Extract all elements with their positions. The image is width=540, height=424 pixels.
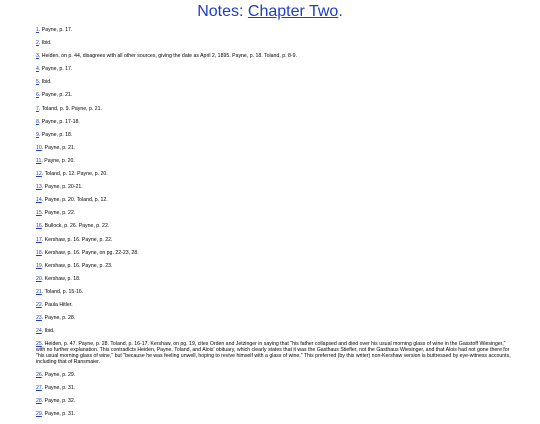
title-suffix: .: [338, 3, 343, 20]
note-number-link[interactable]: 8: [36, 118, 39, 125]
note-text: Paula Hitler.: [43, 301, 73, 308]
note-text: Kershaw, p. 16. Payne, p. 23.: [43, 262, 113, 269]
note-text: Payne, p. 20.: [42, 157, 75, 164]
note-item: [36, 411, 516, 417]
note-number-link[interactable]: 24: [36, 328, 42, 335]
note-number-link[interactable]: 22: [36, 301, 42, 308]
note-number-period: .: [38, 27, 41, 33]
note-number-link[interactable]: 19: [36, 262, 42, 269]
note-item: [36, 315, 516, 321]
note-text: Payne, p. 29.: [43, 371, 76, 378]
note-number-period: .: [41, 236, 44, 243]
note-item: [36, 210, 516, 216]
note-text: Heiden, on p. 44, disagrees with all other sources, giving the date as April 2, 1895. Payne, p. 18. Toland, p. 8-9.: [40, 53, 297, 60]
note-item: [36, 53, 516, 59]
note-number-period: .: [41, 184, 44, 191]
note-number-period: .: [41, 144, 44, 151]
note-item: [36, 66, 516, 72]
note-number-link[interactable]: 7: [36, 105, 39, 112]
note-number-link[interactable]: 20: [36, 275, 42, 282]
note-item: [36, 223, 516, 229]
note-text: Payne, p. 18.: [40, 131, 73, 138]
note-number-link[interactable]: 26: [36, 371, 42, 378]
note-item: [36, 237, 516, 243]
title-prefix: Notes:: [197, 3, 248, 20]
note-number-link[interactable]: 11: [36, 157, 42, 164]
note-number-period: .: [41, 223, 44, 230]
note-item: [36, 263, 516, 269]
note-number-period: .: [38, 92, 41, 99]
note-number-link[interactable]: 21: [36, 288, 42, 295]
note-number-period: .: [41, 262, 44, 269]
note-item: [36, 398, 516, 404]
note-number-period: .: [38, 131, 41, 138]
note-number-link[interactable]: 28: [36, 397, 42, 404]
note-item: [36, 171, 516, 177]
note-number-period: .: [41, 397, 44, 404]
note-number-link[interactable]: 2: [36, 40, 39, 47]
page-title: [0, 2, 540, 24]
note-text: Heiden, p. 47. Payne, p. 28. Toland, p. 16-17. Kershaw, on pg. 19, cites Orden and Jetzinger in saying that "his father collapsed and died over his usual morning glass of wine in the Gasstoff Wiesinger," with no further explanation. This contradicts Heiden, Payne, Toland, and Alois' obituary, which clearly states that it was the Gasthaus Stiefler, not the Gasthaus Wiesinger, and that Alois had not gone there for "his usual morning glass of wine," but "because he was feeling unwell, hoping to revive himself with a glass of wine." This preferred (by this writer) non-Kershaw version is buttressed by eye-witness accounts, including that of Ransmaier.: [36, 341, 511, 366]
note-number-link[interactable]: 27: [36, 384, 42, 391]
note-text: Ibid.: [40, 79, 52, 86]
note-text: Payne, p. 31.: [43, 411, 76, 418]
note-text: Ibid.: [43, 328, 55, 335]
note-number-link[interactable]: 15: [36, 210, 42, 217]
note-item: [36, 328, 516, 334]
note-number-period: .: [41, 157, 43, 164]
note-number-period: .: [41, 371, 44, 378]
note-text: Payne, p. 32.: [43, 397, 76, 404]
note-text: Payne, p. 31.: [43, 384, 76, 391]
note-item: [36, 119, 516, 125]
note-text: Payne, p. 21.: [43, 144, 76, 151]
note-number-link[interactable]: 18: [36, 249, 42, 256]
note-item: [36, 27, 516, 33]
note-number-period: .: [41, 171, 44, 178]
note-number-link[interactable]: 5: [36, 79, 39, 86]
note-number-period: .: [38, 105, 41, 112]
note-number-period: .: [41, 341, 44, 348]
note-text: Payne, p. 17.: [40, 27, 73, 33]
note-number-period: .: [41, 288, 44, 295]
note-text: Payne, p. 22.: [43, 210, 76, 217]
notes-list: [36, 27, 516, 424]
note-text: Bullock, p. 26. Payne, p. 22.: [43, 223, 110, 230]
note-number-link[interactable]: 25: [36, 341, 42, 348]
note-number-period: .: [41, 197, 44, 204]
note-text: Kershaw, p. 18.: [43, 275, 81, 282]
note-number-period: .: [41, 301, 44, 308]
note-text: Payne, p. 17-18.: [40, 118, 80, 125]
note-item: [36, 92, 516, 98]
note-number-period: .: [38, 40, 41, 47]
note-text: Kershaw, p. 16. Payne, p. 22.: [43, 236, 113, 243]
note-item: [36, 289, 516, 295]
note-number-period: .: [41, 384, 44, 391]
note-item: [36, 250, 516, 256]
note-item: [36, 106, 516, 112]
note-text: Ibid.: [40, 40, 52, 47]
note-item: [36, 184, 516, 190]
note-number-period: .: [41, 315, 44, 322]
note-item: [36, 302, 516, 308]
note-number-link[interactable]: 12: [36, 171, 42, 178]
note-item: [36, 197, 516, 203]
note-text: Payne, p. 21.: [40, 92, 73, 99]
note-text: Toland, p. 12. Payne, p. 20.: [43, 171, 108, 178]
note-number-period: .: [38, 66, 41, 73]
note-item: [36, 158, 516, 164]
note-number-link[interactable]: 13: [36, 184, 42, 191]
note-number-period: .: [38, 53, 41, 60]
note-number-period: .: [38, 118, 41, 125]
note-number-link[interactable]: 9: [36, 131, 39, 138]
note-item: [36, 341, 516, 365]
note-text: Payne, p. 20. Toland, p. 12.: [43, 197, 108, 204]
note-item: [36, 372, 516, 378]
note-number-period: .: [41, 275, 44, 282]
note-number-link[interactable]: 10: [36, 144, 42, 151]
note-number-link[interactable]: 14: [36, 197, 42, 204]
note-number-link[interactable]: 6: [36, 92, 39, 99]
note-item: [36, 79, 516, 85]
note-number-period: .: [41, 210, 44, 217]
note-item: [36, 385, 516, 391]
note-number-link[interactable]: 17: [36, 236, 42, 243]
page: [0, 2, 540, 418]
note-number-period: .: [41, 249, 44, 256]
note-text: Payne, p. 28.: [43, 315, 76, 322]
note-number-link[interactable]: 23: [36, 315, 42, 322]
note-item: [36, 40, 516, 46]
note-text: Toland, p. 9. Payne, p. 21.: [40, 105, 102, 112]
note-item: [36, 276, 516, 282]
note-number-link[interactable]: 16: [36, 223, 42, 230]
note-number-link[interactable]: 4: [36, 66, 39, 73]
note-text: Payne, p. 17.: [40, 66, 73, 73]
note-number-link[interactable]: 29: [36, 411, 42, 418]
note-number-link[interactable]: 1: [36, 27, 39, 33]
note-number-period: .: [41, 328, 44, 335]
note-item: [36, 132, 516, 138]
note-text: Toland, p. 15-16.: [43, 288, 84, 295]
chapter-two-link[interactable]: Chapter Two: [247, 3, 339, 20]
note-text: Payne, p. 20-21.: [43, 184, 83, 191]
note-text: Kershaw, p. 16. Payne, on pg. 22-23, 28.: [43, 249, 139, 256]
note-item: [36, 145, 516, 151]
note-number-period: .: [41, 411, 44, 418]
note-number-link[interactable]: 3: [36, 53, 39, 60]
note-number-period: .: [38, 79, 41, 86]
